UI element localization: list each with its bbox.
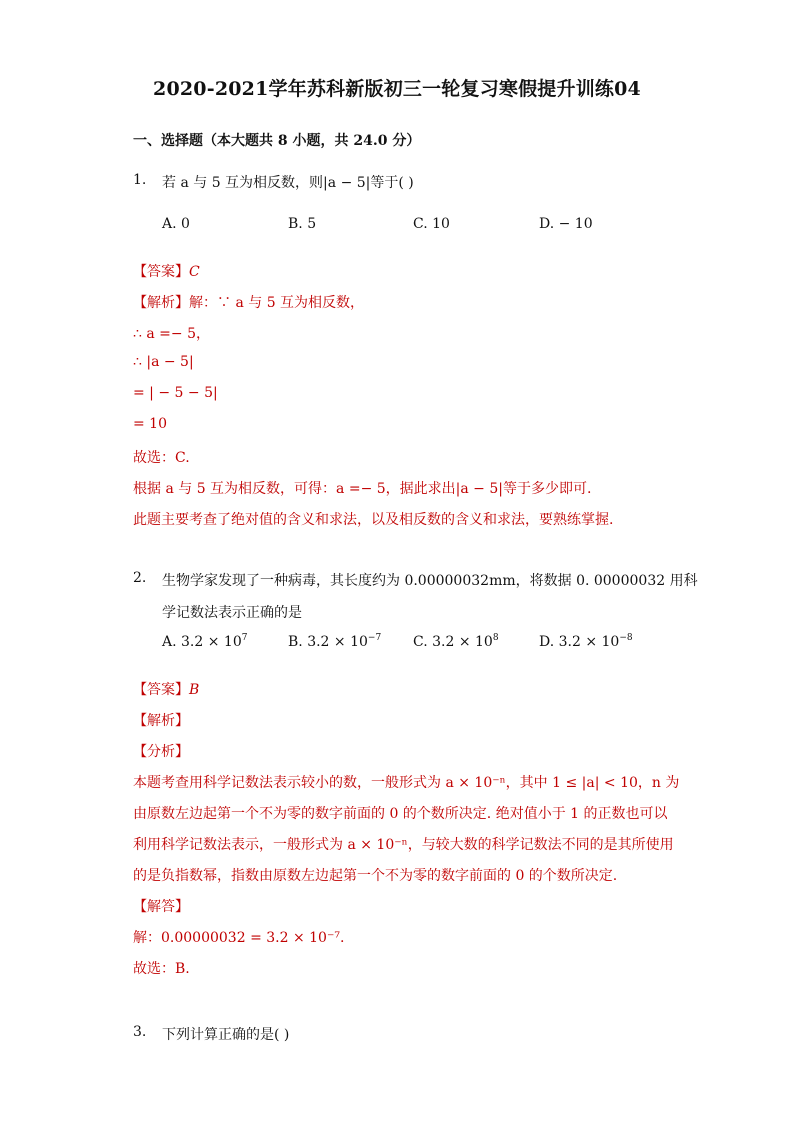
option-base: A. 3.2 × 10	[162, 634, 242, 650]
q2-option-c	[413, 634, 499, 650]
q1-analysis-2: ∴ a =− 5，	[133, 326, 210, 342]
q2-fenxi-2: 由原数左边起第一个不为零的数字前面的 0 的个数所决定. 绝对值小于 1 的正数也可以	[133, 806, 668, 822]
q2-jieda-1: 解：0.00000032 = 3.2 × 10⁻⁷.	[133, 930, 345, 946]
q1-answer	[133, 261, 200, 281]
q2-fenxi-1: 本题考查用科学记数法表示较小的数，一般形式为 a × 10⁻ⁿ，其中 1 ≤ |a| < 10，n 为	[133, 775, 680, 791]
question-text: 若 a 与 5 互为相反数，则|a − 5|等于( )	[162, 175, 414, 191]
q1-option-c: C. 10	[413, 216, 450, 232]
section-heading: 一、选择题（本大题共 8 小题，共 24.0 分）	[133, 133, 421, 149]
q2-answer	[133, 679, 199, 699]
q1-analysis-4: = | − 5 − 5|	[133, 385, 218, 401]
analysis-text: 解：∵ a 与 5 互为相反数，	[189, 295, 365, 311]
question-number: 3.	[133, 1024, 147, 1040]
q1-option-d: D. − 10	[539, 216, 593, 232]
q1-analysis-7: 根据 a 与 5 互为相反数，可得：a =− 5，据此求出|a − 5|等于多少即可.	[133, 481, 592, 497]
q2-jieda-tag: 【解答】	[133, 899, 189, 915]
q2-option-d	[539, 634, 633, 650]
q2-fenxi-tag: 【分析】	[133, 744, 189, 760]
option-base: D. 3.2 × 10	[539, 634, 620, 650]
question-text: 下列计算正确的是( )	[162, 1027, 290, 1043]
q2-option-b	[288, 634, 381, 650]
option-exponent: −7	[367, 633, 382, 643]
q2-jieda-2: 故选：B.	[133, 961, 190, 977]
option-exponent: 7	[241, 633, 248, 643]
answer-tag: 【答案】	[133, 264, 189, 280]
answer-value: B	[189, 682, 200, 698]
question-text: 生物学家发现了一种病毒，其长度约为 0.00000032mm，将数据 0. 00000032 用科	[162, 573, 698, 589]
option-base: B. 3.2 × 10	[288, 634, 368, 650]
q1-analysis-3: ∴ |a − 5|	[133, 354, 194, 370]
option-exponent: −8	[619, 633, 633, 643]
q1-analysis-8: 此题主要考查了绝对值的含义和求法，以及相反数的含义和求法，要熟练掌握.	[133, 512, 614, 528]
question-number: 2.	[133, 570, 147, 586]
q2-option-a	[162, 634, 247, 650]
page-title: 2020-2021学年苏科新版初三一轮复习寒假提升训练04	[153, 78, 641, 100]
q2-analysis-tag: 【解析】	[133, 713, 189, 729]
question-text: 学记数法表示正确的是	[162, 605, 302, 621]
q1-option-a: A. 0	[162, 216, 190, 232]
q2-fenxi-4: 的是负指数幂，指数由原数左边起第一个不为零的数字前面的 0 的个数所决定.	[133, 868, 618, 884]
q1-analysis-1	[133, 292, 364, 312]
q1-option-b: B. 5	[288, 216, 317, 232]
analysis-tag: 【解析】	[133, 295, 189, 311]
q1-analysis-5: = 10	[133, 416, 167, 432]
answer-tag: 【答案】	[133, 682, 189, 698]
q2-fenxi-3: 利用科学记数法表示，一般形式为 a × 10⁻ⁿ，与较大数的科学记数法不同的是其所使用	[133, 837, 674, 853]
question-number: 1.	[133, 172, 147, 188]
q1-analysis-6: 故选：C.	[133, 450, 190, 466]
option-exponent: 8	[492, 633, 499, 643]
option-base: C. 3.2 × 10	[413, 634, 493, 650]
answer-value: C	[189, 264, 200, 280]
